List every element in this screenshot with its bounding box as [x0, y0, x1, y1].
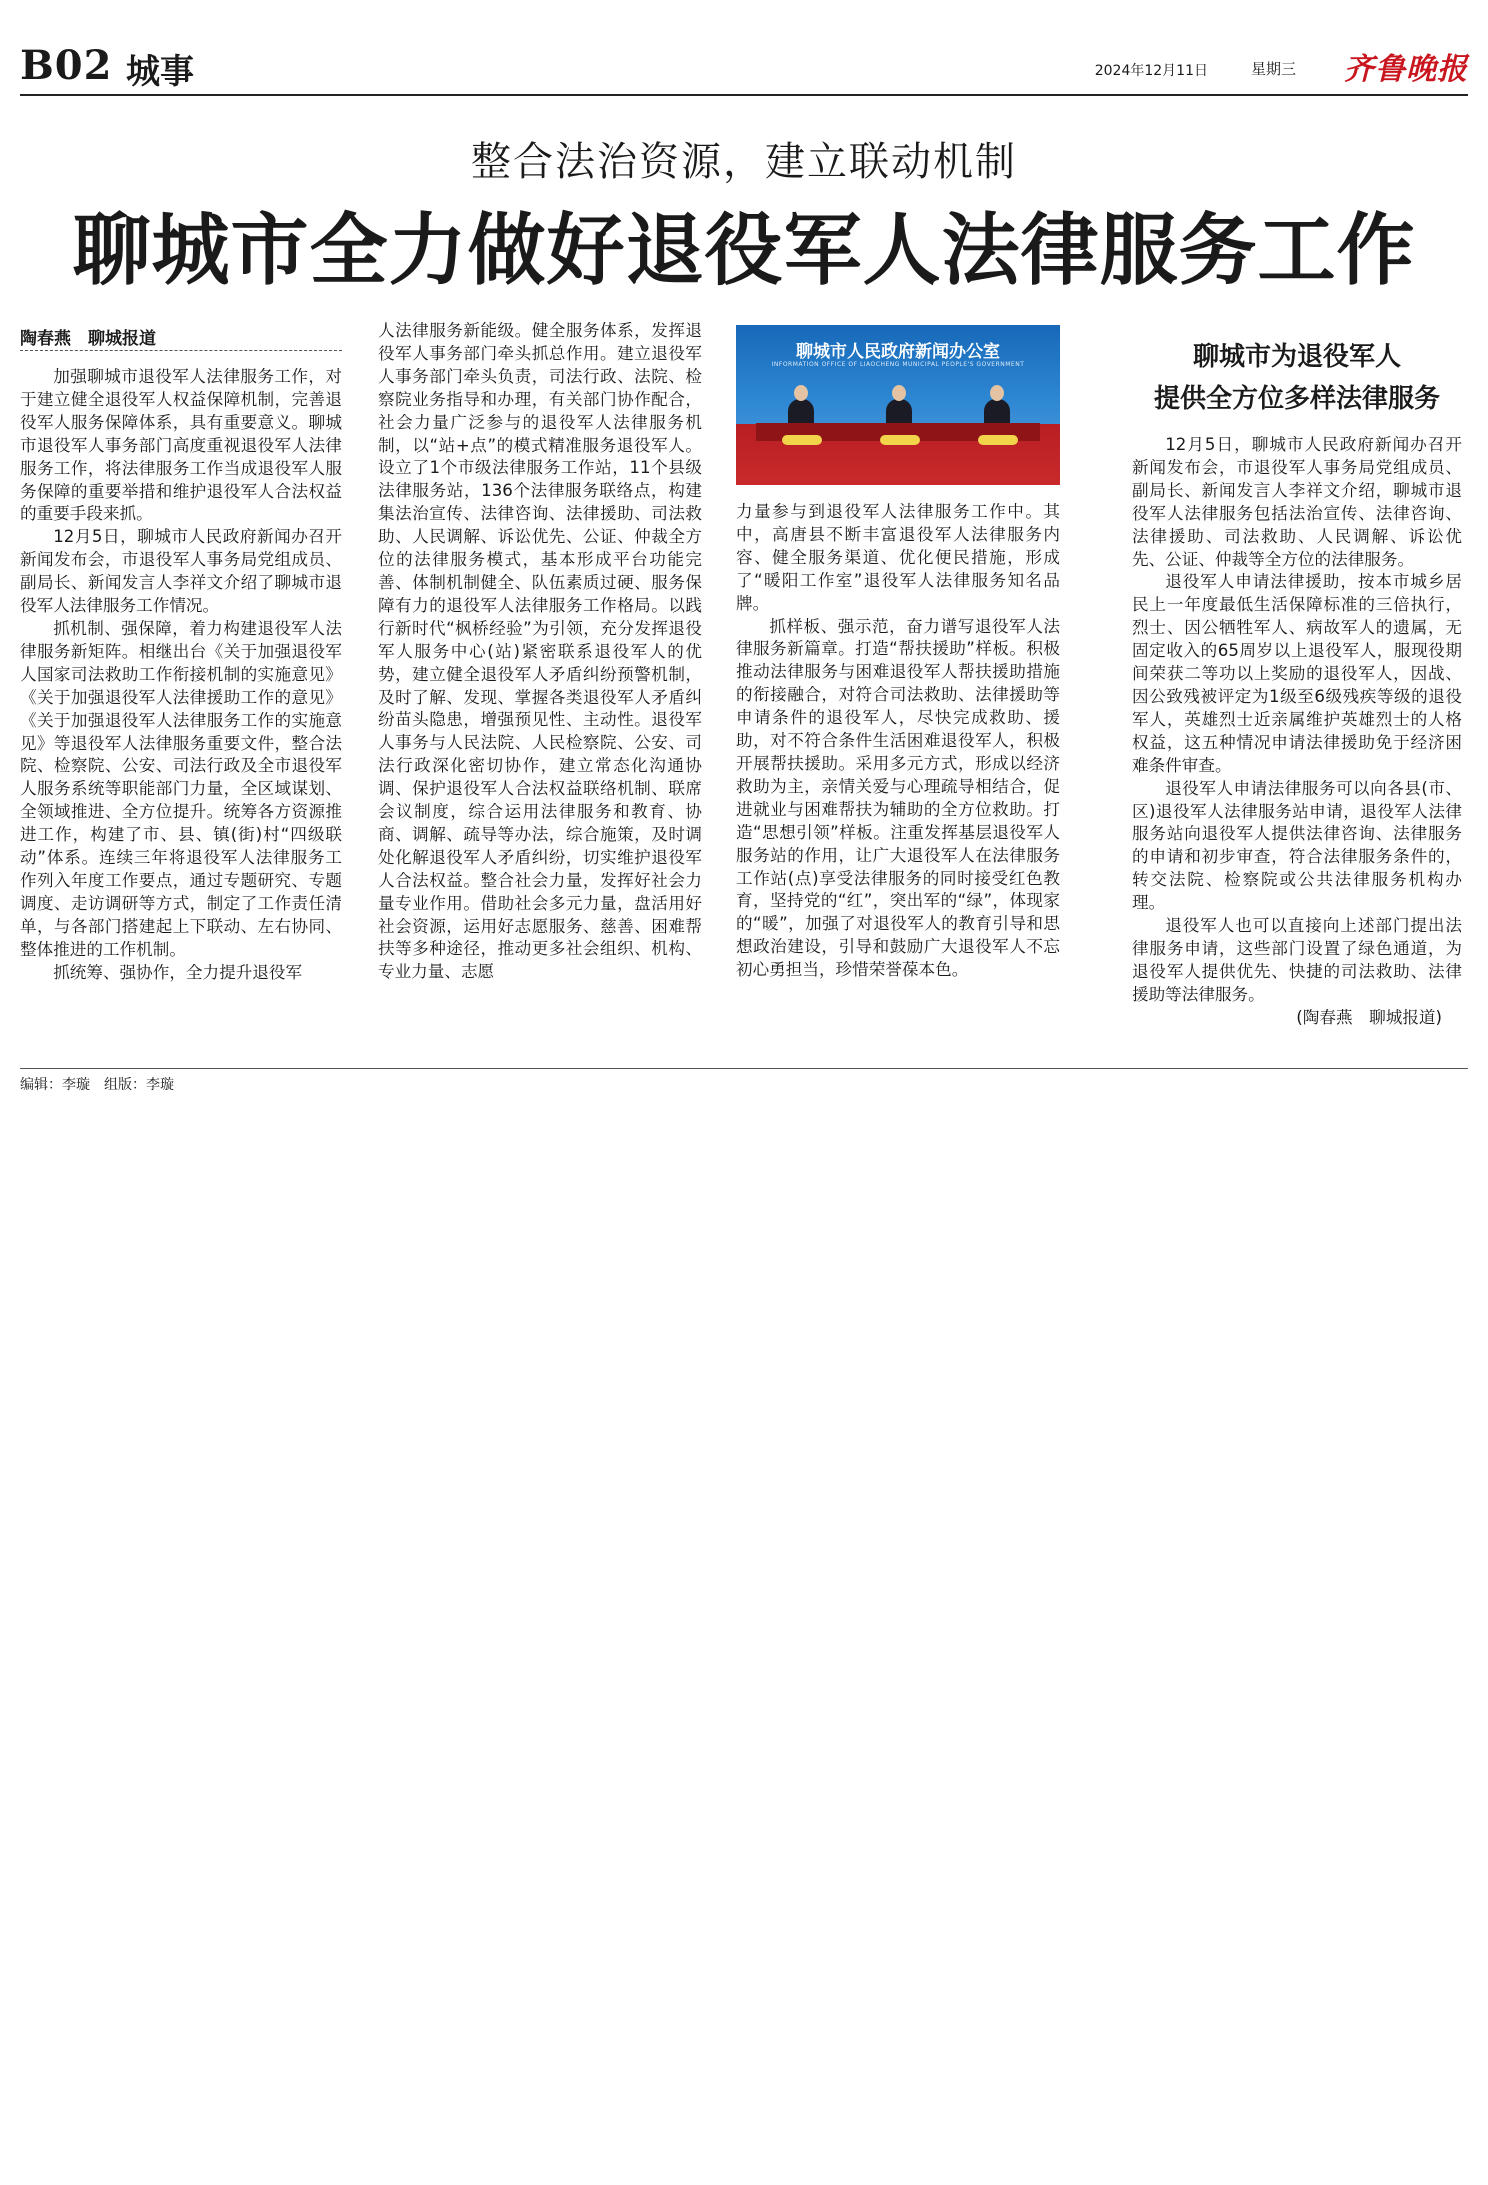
paragraph: 抓样板、强示范，奋力谱写退役军人法律服务新篇章。打造“帮扶援助”样板。积极推动法律服务与困难退役军人帮扶援助措施的衔接融合，对符合司法救助、法律援助等申请条件的退役军人，尽快完成救助、援助，对不符合条件生活困难退役军人，积极开展帮扶援助。采用多元方式，形成以经济救助为主，亲情关爱与心理疏导相结合，促进就业与困难帮扶为辅助的全方位救助。打造“思想引领”样板。注重发挥基层退役军人服务站的作用，让广大退役军人在法律服务工作站(点)享受法律服务的同时接受红色教育，坚持党的“红”，突出军的“绿”，体现家的“暖”，加强了对退役军人的教育引导和思想政治建设，引导和鼓励广大退役军人不忘初心勇担当，珍惜荣誉葆本色。 — [736, 616, 1060, 980]
article-byline: 陶春燕 聊城报道 — [20, 329, 156, 349]
footer-rule — [20, 1068, 1468, 1069]
paragraph: 抓机制、强保障，着力构建退役军人法律服务新矩阵。相继出台《关于加强退役军人国家司法救助工作衔接机制的实施意见》《关于加强退役军人法律援助工作的意见》《关于加强退役军人法律服务工作的实施意见》等退役军人法律服务重要文件，整合法院、检察院、公安、司法行政及全市退役军人服务系统等职能部门力量，全区域谋划、全领域推进、全方位提升。统筹各方资源推进工作，构建了市、县、镇(街)村“四级联动”体系。连续三年将退役军人法律服务工作列入年度工作要点，通过专题研究、专题调度、走访调研等方式，制定了工作责任清单，与各部门搭建起上下联动、左右协同、整体推进的工作机制。 — [20, 618, 342, 959]
flower-decoration — [782, 435, 822, 445]
paragraph: 退役军人申请法律服务可以向各县(市、区)退役军人法律服务站申请，退役军人法律服务站向退役军人提供法律咨询、法律服务的申请和初步审查，符合法律服务条件的，转交法院、检察院或公共法律服务机构办理。 — [1132, 778, 1462, 913]
paragraph: 加强聊城市退役军人法律服务工作，对于建立健全退役军人权益保障机制，完善退役军人服务保障体系，具有重要意义。聊城市退役军人事务部门高度重视退役军人法律服务工作，将法律服务工作当成退役军人服务保障的重要举措和维护退役军人合法权益的重要手段来抓。 — [20, 367, 342, 524]
sidebar-credit: (陶春燕 聊城报道) — [1296, 1007, 1442, 1027]
sidebar-title-line: 提供全方位多样法律服务 — [1153, 384, 1440, 414]
sidebar-article — [1132, 434, 1462, 1030]
issue-weekday: 星期三 — [1250, 60, 1296, 78]
flower-decoration — [978, 435, 1018, 445]
photo-banner-title: 聊城市人民政府新闻办公室 — [796, 342, 1000, 362]
photo-banner-subtitle: INFORMATION OFFICE OF LIAOCHENG MUNICIPAL PEOPLE'S GOVERNMENT — [771, 361, 1025, 368]
sidebar-title-line: 聊城市为退役军人 — [1192, 342, 1401, 372]
newspaper-logo: 齐鲁晚报 — [1344, 52, 1468, 87]
page-number: B02 — [20, 42, 113, 89]
flower-decoration — [880, 435, 920, 445]
paragraph: 退役军人申请法律援助，按本市城乡居民上一年度最低生活保障标准的三倍执行，烈士、因公牺牲军人、病故军人的遗属，无固定收入的65周岁以上退役军人，服现役期间荣获二等功以上奖励的退役军人，因战、因公致残被评定为1级至6级残疾等级的退役军人，英雄烈士近亲属维护英雄烈士的人格权益，这五种情况申请法律援助免于经济困难条件审查。 — [1132, 572, 1462, 775]
paragraph: 人法律服务新能级。健全服务体系，发挥退役军人事务部门牵头抓总作用。建立退役军人事务部门牵头负责，司法行政、法院、检察院业务指导和办理，有关部门协作配合，社会力量广泛参与的退役军人法律服务机制，以“站+点”的模式精准服务退役军人。设立了1个市级法律服务工作站，11个县级法律服务站，136个法律服务联络点，构建集法治宣传、法律咨询、法律援助、司法救助、人民调解、诉讼优先、公证、仲裁全方位的法律服务模式，基本形成平台功能完善、体制机制健全、队伍素质过硬、服务保障有力的退役军人法律服务工作格局。以践行新时代“枫桥经验”为引领，充分发挥退役军人服务中心(站)紧密联系退役军人的优势，建立健全退役军人矛盾纠纷预警机制，及时了解、发现、掌握各类退役军人矛盾纠纷苗头隐患，增强预见性、主动性。退役军人事务与人民法院、人民检察院、公安、司法行政深化密切协作，建立常态化沟通协调、保护退役军人合法权益联络机制、联席会议制度，综合运用法律服务和教育、协商、调解、疏导等办法，综合施策，及时调处化解退役军人矛盾纠纷，切实维护退役军人合法权益。整合社会力量，发挥好社会力量专业作用。借助社会多元力量，盘活用好社会资源，运用好志愿服务、慈善、困难帮扶等多种途径，推动更多社会组织、机构、专业力量、志愿 — [378, 321, 702, 982]
page-header — [20, 38, 1468, 94]
article-headline: 聊城市全力做好退役军人法律服务工作 — [72, 205, 1416, 296]
sidebar-title — [1132, 336, 1462, 420]
paragraph: 12月5日，聊城市人民政府新闻办召开新闻发布会，市退役军人事务局党组成员、副局长、新闻发言人李祥文介绍了聊城市退役军人法律服务工作情况。 — [20, 527, 342, 616]
press-conference-photo — [736, 325, 1060, 485]
header-rule — [20, 94, 1468, 96]
article-column-3 — [736, 501, 1060, 982]
paragraph: 力量参与到退役军人法律服务工作中。其中，高唐县不断丰富退役军人法律服务内容、健全服务渠道、优化便民措施，形成了“暖阳工作室”退役军人法律服务知名品牌。 — [736, 502, 1060, 613]
article-kicker: 整合法治资源，建立联动机制 — [471, 139, 1017, 185]
section-name: 城事 — [126, 52, 194, 92]
article-column-2 — [378, 320, 702, 984]
editor-credits: 编辑：李璇 组版：李璇 — [20, 1077, 174, 1093]
paragraph: 抓统筹、强协作，全力提升退役军 — [53, 962, 303, 982]
byline-rule — [20, 350, 342, 351]
paragraph: 12月5日，聊城市人民政府新闻办召开新闻发布会，市退役军人事务局党组成员、副局长、新闻发言人李祥文介绍，聊城市退役军人法律服务包括法治宣传、法律咨询、法律援助、司法救助、人民调解、诉讼优先、公证、仲裁等全方位的法律服务。 — [1132, 435, 1462, 569]
paragraph: 退役军人也可以直接向上述部门提出法律服务申请，这些部门设置了绿色通道，为退役军人提供优先、快捷的司法救助、法律援助等法律服务。 — [1132, 916, 1462, 1004]
article-column-1 — [20, 366, 342, 984]
issue-date: 2024年12月11日 — [1094, 63, 1208, 79]
